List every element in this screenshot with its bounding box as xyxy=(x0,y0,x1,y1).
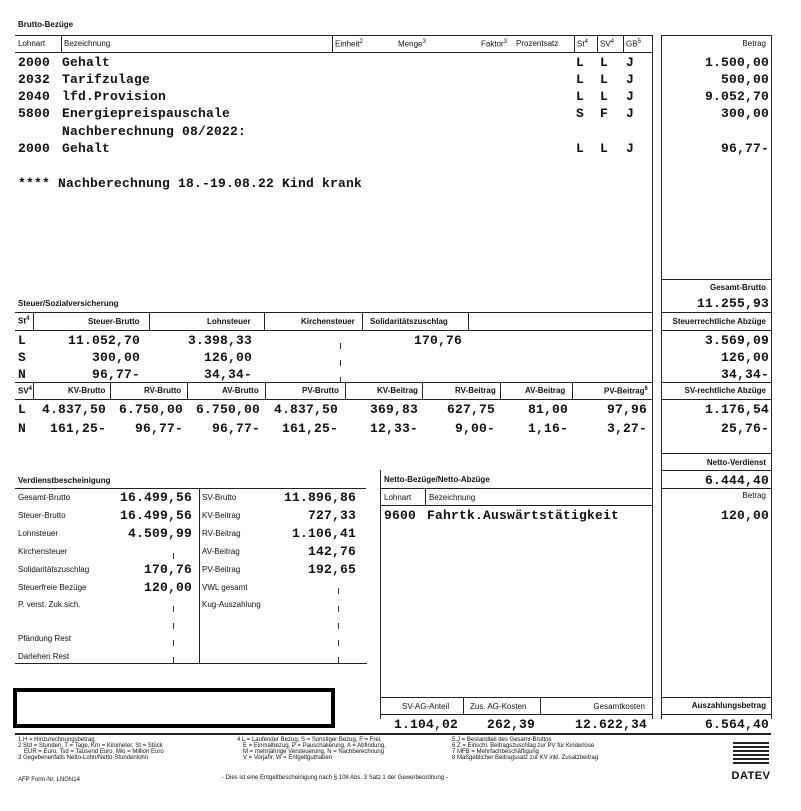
nachberechnung-note: **** Nachberechnung 18.-19.08.22 Kind krank xyxy=(18,176,363,191)
row-bezeichnung: Fahrtk.Auswärtstätigkeit xyxy=(427,508,620,523)
st-label: St xyxy=(577,39,585,49)
rule xyxy=(661,330,771,331)
rule xyxy=(380,488,652,489)
top-rule-right xyxy=(661,35,771,36)
tick xyxy=(338,606,339,612)
pv-sup: 6 xyxy=(644,386,648,392)
row-sv: L xyxy=(600,72,609,87)
col-header-bezeichnung: Bezeichnung xyxy=(64,39,111,48)
redaction-box xyxy=(13,688,335,728)
row-gb: J xyxy=(626,72,635,87)
rule xyxy=(15,488,366,489)
steuer-abzuege-label: Steuerrechtliche Abzüge xyxy=(672,317,766,326)
verdienst-label: Lohnsteuer xyxy=(18,529,59,538)
tick xyxy=(338,657,339,663)
rule xyxy=(661,382,771,383)
zus-ag-kosten-value: 262,39 xyxy=(486,717,535,732)
col-divider xyxy=(623,35,624,52)
row-lohnart: 2040 xyxy=(18,89,51,104)
row-gb: J xyxy=(626,89,635,104)
col-header-kirchensteuer: Kirchensteuer xyxy=(301,317,355,326)
auszahlungsbetrag-value: 6.564,40 xyxy=(704,717,769,732)
col-divider xyxy=(33,382,34,399)
col-divider xyxy=(33,312,34,330)
form-number: AFP Form-Nr. LNGN14 xyxy=(18,777,80,783)
col-header-prozentsatz: Prozentsatz xyxy=(516,39,559,48)
row-steuer-abzug: 3.569,09 xyxy=(704,333,769,348)
footnote: EUR = Euro, Tsd = Tausend Euro, Mio = Million Euro xyxy=(24,749,164,755)
verdienst-label: SV-Brutto xyxy=(202,493,237,502)
brutto-section-title: Brutto-Bezüge xyxy=(18,20,74,29)
row-gb: J xyxy=(626,55,635,70)
row-kv-brutto: 161,25- xyxy=(49,421,106,436)
row-class: N xyxy=(18,367,27,382)
col-header-betrag: Betrag xyxy=(742,39,766,48)
row-gb: J xyxy=(626,106,635,121)
gesamt-brutto-value: 11.255,93 xyxy=(696,296,769,311)
col-header-menge xyxy=(398,39,426,49)
col-header-kv-beitrag: KV-Beitrag xyxy=(377,386,418,395)
row-pv-brutto: 161,25- xyxy=(281,421,338,436)
faktor-sup: 3 xyxy=(503,39,508,45)
col-header-soli: Solidaritätszuschlag xyxy=(370,317,448,326)
rule xyxy=(380,714,652,715)
rule xyxy=(661,399,771,400)
tick xyxy=(173,553,174,559)
rule xyxy=(661,697,771,698)
row-lohnsteuer: 34,34- xyxy=(203,367,252,382)
sv-sup: 4 xyxy=(28,386,33,392)
verdienst-label: Steuer-Brutto xyxy=(18,511,66,520)
row-rv-beitrag: 627,75 xyxy=(446,402,495,417)
col-divider xyxy=(597,35,598,52)
right-border xyxy=(771,35,772,719)
rule xyxy=(380,697,652,698)
row-av-beitrag: 1,16- xyxy=(527,421,568,436)
col-divider xyxy=(422,382,423,399)
col-header-st xyxy=(577,39,588,49)
col-divider xyxy=(265,382,266,399)
verdienst-value: 192,65 xyxy=(307,562,356,577)
verdienst-label: PV-Beitrag xyxy=(202,565,241,574)
verdienst-value: 11.896,86 xyxy=(283,490,356,505)
col-header-lohnart: Lohnart xyxy=(384,493,412,502)
gesamt-brutto-label: Gesamt-Brutto xyxy=(709,283,766,292)
verdienst-value: 727,33 xyxy=(307,508,356,523)
col-divider xyxy=(187,382,188,399)
pv-beitrag-label: PV-Beitrag xyxy=(604,386,645,396)
verdienst-value: 1.106,41 xyxy=(291,526,356,541)
col-divider xyxy=(199,488,200,664)
menge-sup: 3 xyxy=(422,39,426,45)
col-header-einheit xyxy=(335,39,363,49)
col-header-rv-brutto: RV-Brutto xyxy=(144,386,182,395)
verdienst-label: AV-Beitrag xyxy=(202,547,240,556)
row-av-brutto: 96,77- xyxy=(211,421,260,436)
rule xyxy=(661,453,771,454)
col-header-av-brutto: AV-Brutto xyxy=(222,386,259,395)
menge-label: Menge xyxy=(398,39,423,49)
footnotes-col-2 xyxy=(237,737,452,761)
col-header-faktor xyxy=(481,39,507,49)
row-pv-brutto: 4.837,50 xyxy=(273,402,338,417)
row-bezeichnung: Energiepreispauschale xyxy=(62,106,231,121)
row-bezeichnung: lfd.Provision xyxy=(62,89,167,104)
sv-label: SV xyxy=(600,39,611,49)
footnote: M = mehrjährige Versteuerung, N = Nachberechnung xyxy=(243,749,385,755)
gb-sup: 5 xyxy=(637,39,641,45)
row-rv-beitrag: 9,00- xyxy=(454,421,495,436)
col-header-st xyxy=(18,316,29,326)
verdienst-label: KV-Beitrag xyxy=(202,511,241,520)
col-header-pv-brutto: PV-Brutto xyxy=(302,386,339,395)
datev-logo-text: DATEV xyxy=(731,770,771,782)
col-header-rv-beitrag: RV-Beitrag xyxy=(455,386,496,395)
col-divider xyxy=(425,488,426,505)
row-st: L xyxy=(576,72,585,87)
row-st: L xyxy=(576,89,585,104)
row-av-beitrag: 81,00 xyxy=(527,402,568,417)
row-class: N xyxy=(18,421,27,436)
footnote: E = Einmalbezug, P = Pauschalierung, A = Abfindung, xyxy=(243,743,386,749)
col-header-kv-brutto: KV-Brutto xyxy=(68,386,106,395)
row-lohnart: 5800 xyxy=(18,106,51,121)
verdienst-value: 16.499,56 xyxy=(119,508,192,523)
footnote: 1 H = Hinzurechnungsbetrag xyxy=(18,737,95,743)
footnote: 6 Z = Einschl. Beitragszuschlag zur PV für Kinderlose xyxy=(452,743,595,749)
row-lohnsteuer: 126,00 xyxy=(203,350,252,365)
row-st: L xyxy=(576,55,585,70)
gesamt-rule xyxy=(661,279,771,280)
faktor-label: Faktor xyxy=(481,39,504,49)
rule xyxy=(661,470,771,471)
footnote: V = Vorjahr, W = Entgeltguthaben xyxy=(243,755,333,761)
verdienst-value: 170,76 xyxy=(143,562,192,577)
verdienst-label: Darlehen Rest xyxy=(18,652,70,661)
row-class: L xyxy=(18,402,27,417)
header-rule xyxy=(15,52,652,53)
col-divider xyxy=(468,312,469,330)
verdienst-label: Steuerfreie Bezüge xyxy=(18,583,87,592)
col-divider xyxy=(380,470,381,719)
row-steuer-brutto: 300,00 xyxy=(91,350,140,365)
col-header-pv-beitrag xyxy=(604,386,648,396)
row-betrag: 1.500,00 xyxy=(704,55,769,70)
col-header-gb xyxy=(626,39,641,49)
row-sv: L xyxy=(600,141,609,156)
col-divider xyxy=(345,382,346,399)
col-divider xyxy=(149,312,150,330)
row-steuer-abzug: 34,34- xyxy=(720,367,769,382)
col-divider xyxy=(500,382,501,399)
row-bezeichnung: Gehalt xyxy=(62,141,111,156)
st-sup: 4 xyxy=(584,39,588,45)
tick xyxy=(338,623,339,629)
row-bezeichnung: Gehalt xyxy=(62,55,111,70)
einheit-sup: 2 xyxy=(359,39,363,45)
row-bezeichnung: Nachberechnung 08/2022: xyxy=(62,124,247,139)
col-header-steuer-brutto: Steuer-Brutto xyxy=(88,317,140,326)
netto-verdienst-value: 6.444,40 xyxy=(704,473,769,488)
row-av-brutto: 6.750,00 xyxy=(195,402,260,417)
col-divider xyxy=(540,697,541,714)
sv-ag-anteil-value: 1.104,02 xyxy=(393,717,458,732)
sv-sup: 4 xyxy=(610,39,615,45)
tick xyxy=(173,640,174,646)
rule xyxy=(15,399,652,400)
verdienst-label: P. verst. Zuk.sich. xyxy=(18,600,81,609)
row-sv: L xyxy=(600,89,609,104)
row-st: S xyxy=(576,106,585,121)
sv-abzuege-label: SV-rechtliche Abzüge xyxy=(684,386,766,395)
gesamtkosten-value: 12.622,34 xyxy=(574,717,647,732)
col-header-bezeichnung: Bezeichnung xyxy=(429,493,476,502)
row-sv-abzug: 25,76- xyxy=(720,421,769,436)
sv-label: SV xyxy=(18,386,29,396)
verdienst-label: RV-Beitrag xyxy=(202,529,241,538)
footnote: 7 MFB = Mehrfachbeschäftigung xyxy=(452,749,539,755)
row-lohnart: 2000 xyxy=(18,55,51,70)
verdienst-label: Gesamt-Brutto xyxy=(18,493,71,502)
netto-betrag-label: Betrag xyxy=(742,491,766,500)
netto-verdienst-label: Netto-Verdienst xyxy=(706,458,766,467)
row-class: L xyxy=(18,333,27,348)
verdienst-section-title: Verdienstbescheinigung xyxy=(18,476,111,485)
sv-ag-anteil-label: SV-AG-Anteil xyxy=(402,702,450,711)
row-bezeichnung: Tarifzulage xyxy=(62,72,151,87)
row-pv-beitrag: 3,27- xyxy=(606,421,647,436)
row-lohnsteuer: 3.398,33 xyxy=(187,333,252,348)
auszahlungsbetrag-label: Auszahlungsbetrag xyxy=(691,701,766,710)
tick xyxy=(340,377,341,383)
rule xyxy=(15,330,652,331)
row-gb: J xyxy=(626,141,635,156)
st-sup: 4 xyxy=(26,316,30,322)
verdienst-value: 16.499,56 xyxy=(119,490,192,505)
col-divider xyxy=(264,312,265,330)
verdienst-label: Solidaritätszuschlag xyxy=(18,565,90,574)
col-header-sv xyxy=(600,39,614,49)
tick xyxy=(173,623,174,629)
gb-label: GB xyxy=(626,39,638,49)
footnote: 5 J = Bestandteil des Gesamt-Bruttos xyxy=(452,737,552,743)
col-divider xyxy=(463,697,464,714)
row-sv: F xyxy=(600,106,609,121)
footnote: 2 Std = Stunden, T = Tage, Km = Kilometer, St = Stück xyxy=(18,743,163,749)
rule xyxy=(661,312,771,313)
verdienst-value: 4.509,99 xyxy=(127,526,192,541)
col-header-lohnart: Lohnart xyxy=(18,39,46,48)
footer-rule xyxy=(15,733,771,735)
verdienst-label: Kirchensteuer xyxy=(18,547,68,556)
gesamtkosten-label: Gesamtkosten xyxy=(593,702,645,711)
col-header-sv xyxy=(18,386,32,396)
footnotes-col-3 xyxy=(452,737,657,761)
einheit-label: Einheit xyxy=(335,39,360,49)
col-divider xyxy=(110,382,111,399)
row-sv: L xyxy=(600,55,609,70)
col-divider xyxy=(572,382,573,399)
row-kv-brutto: 4.837,50 xyxy=(41,402,106,417)
footnote: 4 L = Laufender Bezug, S = Sonstiger Bezug, F = Frei, xyxy=(237,737,382,743)
rule xyxy=(661,488,771,489)
footnote: 3 Gegebenenfalls Netto-Lohn/Netto-Stundenlohn xyxy=(18,755,149,761)
tick xyxy=(173,657,174,663)
tick xyxy=(338,588,339,594)
row-steuer-brutto: 96,77- xyxy=(91,367,140,382)
col-divider xyxy=(574,35,575,52)
row-betrag: 500,00 xyxy=(720,72,769,87)
row-rv-brutto: 96,77- xyxy=(134,421,183,436)
row-betrag: 96,77- xyxy=(720,141,769,156)
row-lohnart: 2000 xyxy=(18,141,51,156)
netto-bezuege-title: Netto-Bezüge/Netto-Abzüge xyxy=(384,475,490,484)
tick xyxy=(173,606,174,612)
amount-column-divider xyxy=(652,35,653,719)
st-label: St xyxy=(18,316,26,326)
datev-logo xyxy=(729,742,773,784)
row-lohnart: 2032 xyxy=(18,72,51,87)
row-betrag: 300,00 xyxy=(720,106,769,121)
row-steuer-abzug: 126,00 xyxy=(720,350,769,365)
legal-note: - Dies ist eine Entgeltbescheinigung nach § 108 Abs. 3 Satz 1 der Gewerbeordnung - xyxy=(222,775,448,781)
row-soli: 170,76 xyxy=(413,333,462,348)
verdienst-value: 142,76 xyxy=(307,544,356,559)
verdienst-label: Pfändung Rest xyxy=(18,634,71,643)
row-betrag: 120,00 xyxy=(720,508,769,523)
col-divider xyxy=(61,35,62,52)
top-rule xyxy=(15,35,652,36)
verdienst-label: Kug-Auszahlung xyxy=(202,600,261,609)
row-rv-brutto: 6.750,00 xyxy=(118,402,183,417)
tick xyxy=(340,360,341,366)
col-divider xyxy=(332,35,333,52)
verdienst-label: VWL gesamt xyxy=(202,583,248,592)
row-st: L xyxy=(576,141,585,156)
rule xyxy=(380,505,652,506)
rule xyxy=(15,663,199,664)
row-steuer-brutto: 11.052,70 xyxy=(67,333,140,348)
row-kv-beitrag: 12,33- xyxy=(369,421,418,436)
row-betrag: 9.052,70 xyxy=(704,89,769,104)
row-kv-beitrag: 369,83 xyxy=(369,402,418,417)
tick xyxy=(338,640,339,646)
tick xyxy=(340,343,341,349)
verdienst-value: 120,00 xyxy=(143,580,192,595)
footnote: 8 Maßgeblicher Beitragssatz zur KV inkl. Zusatzbeitrag xyxy=(452,755,599,761)
row-sv-abzug: 1.176,54 xyxy=(704,402,769,417)
zus-ag-kosten-label: Zus. AG-Kosten xyxy=(470,702,527,711)
col-header-lohnsteuer: Lohnsteuer xyxy=(207,317,251,326)
footnotes-col-1 xyxy=(18,737,243,761)
steuer-section-title: Steuer/Sozialversicherung xyxy=(18,299,119,308)
col-divider xyxy=(362,312,363,330)
col-header-av-beitrag: AV-Beitrag xyxy=(525,386,566,395)
row-class: S xyxy=(18,350,27,365)
rule xyxy=(199,663,367,664)
row-lohnart: 9600 xyxy=(384,508,417,523)
rule xyxy=(15,312,652,313)
row-pv-beitrag: 97,96 xyxy=(606,402,647,417)
rule xyxy=(661,714,771,715)
